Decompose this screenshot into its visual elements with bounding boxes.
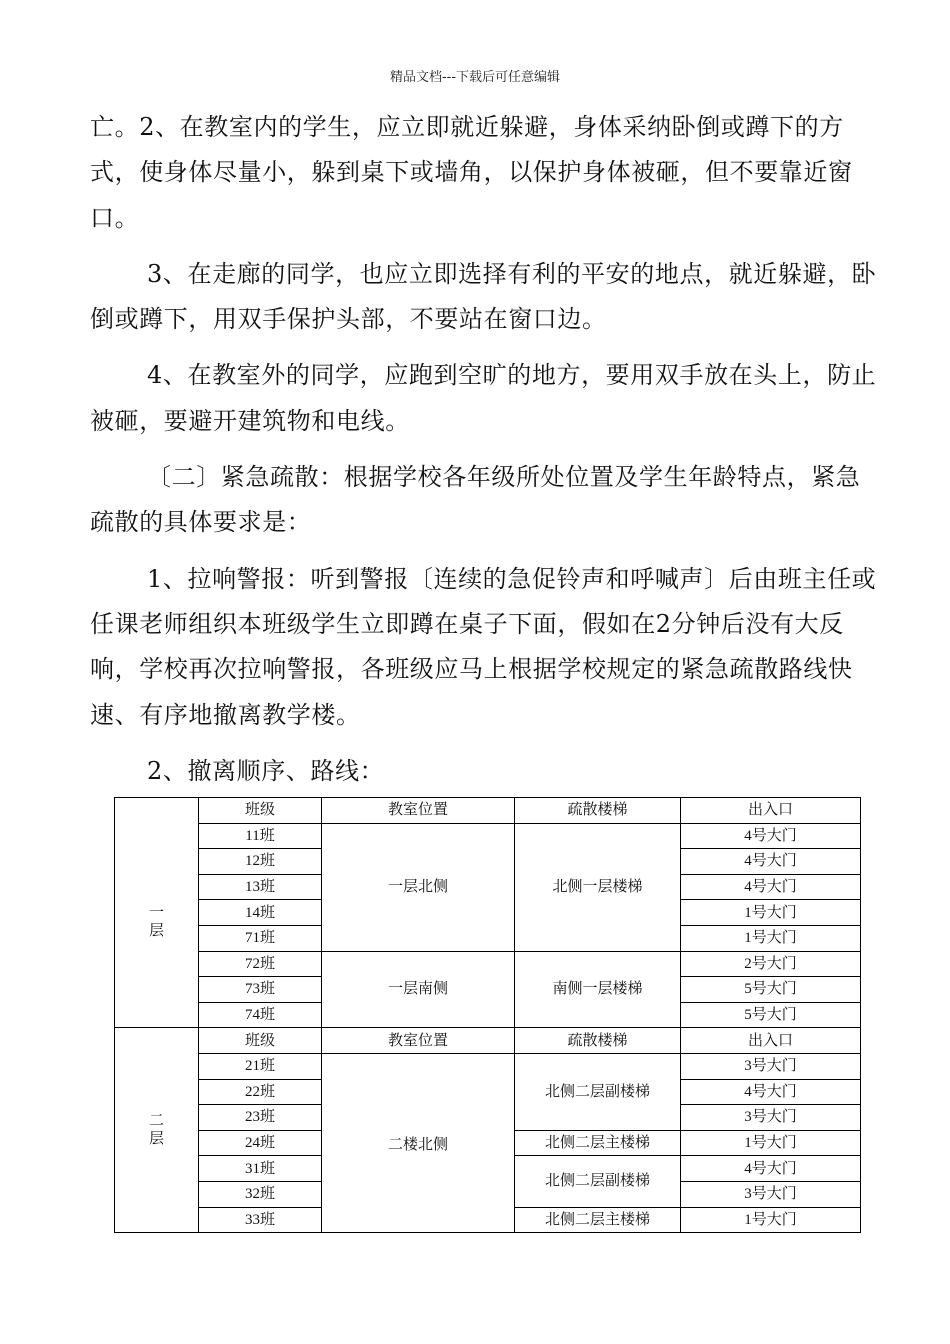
header-location: 教室位置 — [322, 1028, 515, 1054]
class-cell: 24班 — [199, 1130, 322, 1156]
header-exit: 出入口 — [681, 798, 861, 824]
paragraph-alarm: 1、拉响警报：听到警报〔连续的急促铃声和呼喊声〕后由班主任或任课老师组织本班级学生立即蹲在桌子下面，假如在2分钟后没有大反响，学校再次拉响警报，各班级应马上根据学校规定的紧急疏散路线快速、有序地撤离教学楼。 — [90, 564, 877, 729]
floor-label-1: 一 层 — [115, 798, 199, 1028]
class-cell: 22班 — [199, 1079, 322, 1105]
class-cell: 21班 — [199, 1053, 322, 1079]
paragraph-corridor: 3、在走廊的同学，也应立即选择有利的平安的地点，就近躲避，卧倒或蹲下，用双手保护头部，不要站在窗口边。 — [90, 259, 877, 334]
exit-cell: 4号大门 — [681, 874, 861, 900]
page-header: 精品文档---下载后可任意编辑 — [389, 70, 561, 85]
location-cell: 一层北侧 — [322, 823, 515, 951]
paragraph-classroom: 亡。2、在教室内的学生，应立即就近躲避，身体采纳卧倒或蹲下的方式，使身体尽量小，躲到桌下或墙角，以保护身体被砸，但不要靠近窗口。 — [90, 113, 853, 232]
stairs-cell: 北侧二层副楼梯 — [515, 1156, 681, 1207]
header-stairs: 疏散楼梯 — [515, 1028, 681, 1054]
stairs-cell: 北侧二层主楼梯 — [515, 1207, 681, 1233]
header-class: 班级 — [199, 1028, 322, 1054]
exit-cell: 3号大门 — [681, 1105, 861, 1131]
location-cell: 二楼北侧 — [322, 1053, 515, 1232]
exit-cell: 1号大门 — [681, 1207, 861, 1233]
stairs-cell: 北侧一层楼梯 — [515, 823, 681, 951]
class-cell: 13班 — [199, 874, 322, 900]
exit-cell: 4号大门 — [681, 1079, 861, 1105]
class-cell: 72班 — [199, 951, 322, 977]
exit-cell: 5号大门 — [681, 1002, 861, 1028]
class-cell: 12班 — [199, 849, 322, 875]
exit-cell: 1号大门 — [681, 1130, 861, 1156]
exit-cell: 3号大门 — [681, 1181, 861, 1207]
class-cell: 32班 — [199, 1181, 322, 1207]
floor-label-2: 二 层 — [115, 1028, 199, 1233]
paragraph-evacuation-intro: 〔二〕紧急疏散：根据学校各年级所处位置及学生年龄特点，紧急疏散的具体要求是： — [90, 463, 861, 537]
evacuation-route-table — [114, 797, 861, 1233]
table-row — [115, 951, 861, 977]
stairs-cell: 南侧一层楼梯 — [515, 951, 681, 1028]
class-cell: 33班 — [199, 1207, 322, 1233]
table-row — [115, 1028, 861, 1054]
exit-cell: 1号大门 — [681, 925, 861, 951]
paragraph-outdoor: 4、在教室外的同学，应跑到空旷的地方，要用双手放在头上，防止被砸，要避开建筑物和电线。 — [90, 361, 877, 435]
class-cell: 11班 — [199, 823, 322, 849]
header-stairs: 疏散楼梯 — [515, 798, 681, 824]
table-row — [115, 823, 861, 849]
class-cell: 31班 — [199, 1156, 322, 1182]
class-cell: 71班 — [199, 925, 322, 951]
exit-cell: 1号大门 — [681, 900, 861, 926]
class-cell: 73班 — [199, 977, 322, 1003]
stairs-cell: 北侧二层主楼梯 — [515, 1130, 681, 1156]
exit-cell: 5号大门 — [681, 977, 861, 1003]
exit-cell: 4号大门 — [681, 849, 861, 875]
stairs-cell: 北侧二层副楼梯 — [515, 1053, 681, 1130]
table-row — [115, 798, 861, 824]
header-class: 班级 — [199, 798, 322, 824]
class-cell: 14班 — [199, 900, 322, 926]
class-cell: 74班 — [199, 1002, 322, 1028]
class-cell: 23班 — [199, 1105, 322, 1131]
exit-cell: 3号大门 — [681, 1053, 861, 1079]
location-cell: 一层南侧 — [322, 951, 515, 1028]
exit-cell: 4号大门 — [681, 823, 861, 849]
exit-cell: 2号大门 — [681, 951, 861, 977]
table-row — [115, 1053, 861, 1079]
header-exit: 出入口 — [681, 1028, 861, 1054]
exit-cell: 4号大门 — [681, 1156, 861, 1182]
header-location: 教室位置 — [322, 798, 515, 824]
paragraph-route-heading: 2、撤离顺序、路线： — [147, 756, 385, 785]
document-body — [90, 105, 880, 794]
